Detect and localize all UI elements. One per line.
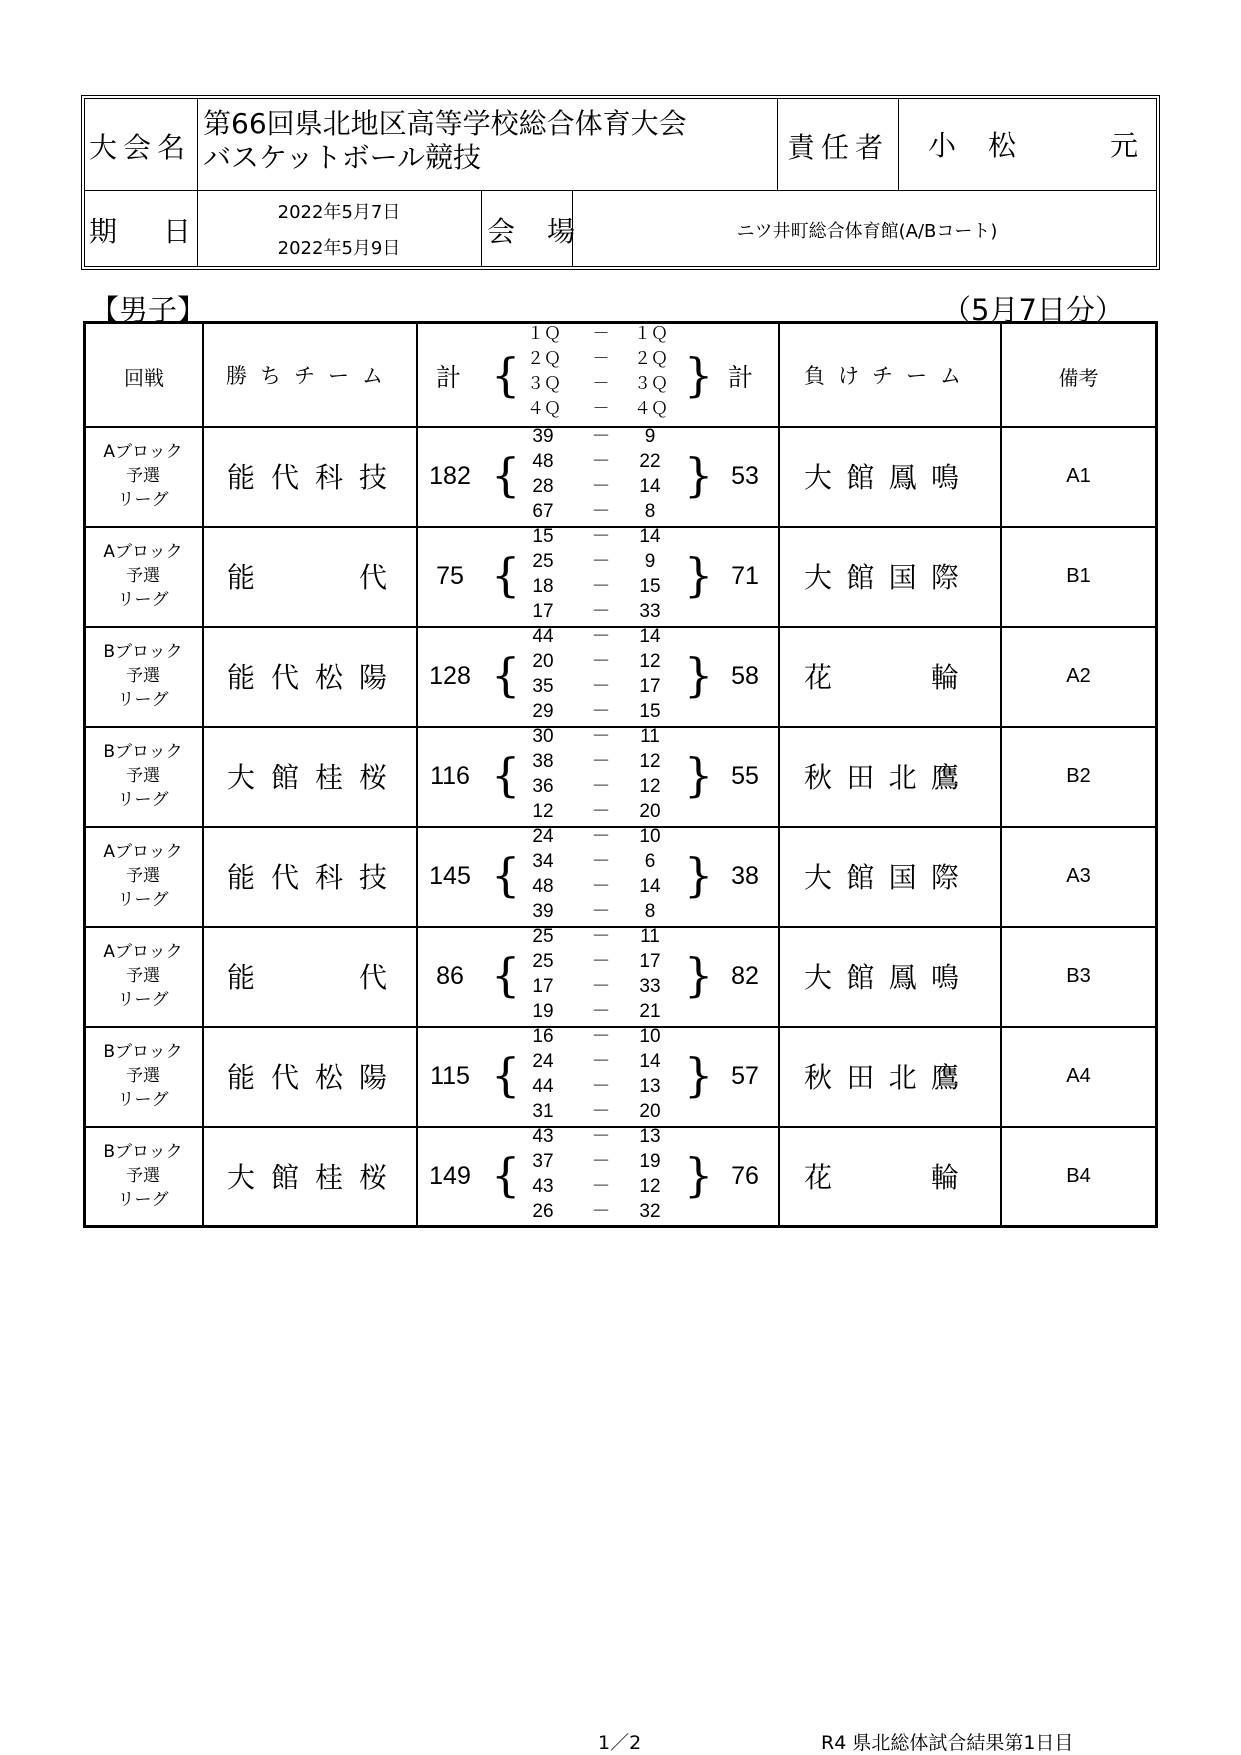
right-brace: } <box>684 648 714 702</box>
team-char: 花 <box>804 661 833 694</box>
winner-quarter-score: 39 <box>532 901 554 922</box>
date-end: 2022年5月9日 <box>277 238 401 259</box>
round-cell <box>86 840 200 912</box>
loser-team <box>804 626 959 726</box>
left-brace: { <box>491 648 521 702</box>
loser-quarter-score: 32 <box>639 1201 661 1222</box>
loser-team <box>804 726 959 826</box>
team-char: 陽 <box>358 661 387 694</box>
loser-quarter-score: 19 <box>639 1151 661 1172</box>
winner-quarter-score: 48 <box>532 876 554 897</box>
winner-quarter-score: 25 <box>532 951 554 972</box>
team-char: 鳴 <box>930 961 959 994</box>
winner-team <box>227 726 387 826</box>
loser-quarter-score: 13 <box>639 1076 661 1097</box>
loser-quarter-score: 15 <box>639 576 661 597</box>
team-char: 北 <box>888 1061 917 1094</box>
loser-team <box>804 526 959 626</box>
dash: － <box>591 675 611 697</box>
winner-quarter-score: 17 <box>532 601 554 622</box>
winner-team <box>227 426 387 526</box>
team-char: 桂 <box>314 1161 343 1194</box>
round-text: Aブロック <box>103 542 183 562</box>
game-row <box>86 1026 1155 1126</box>
team-char: 鷹 <box>930 1061 959 1094</box>
winner-team <box>227 1126 387 1226</box>
winner-total: 116 <box>430 761 470 790</box>
winner-quarter-score: 25 <box>532 551 554 572</box>
loser-quarter-score: 9 <box>644 426 656 447</box>
round-text: Bブロック <box>103 742 183 762</box>
winner-quarter-score: 44 <box>532 626 554 647</box>
header-total-winner: 計 <box>436 363 462 392</box>
loser-quarter-score: 10 <box>639 826 661 847</box>
divider <box>85 190 1156 191</box>
dash: － <box>591 1125 611 1147</box>
team-char: 館 <box>846 561 875 594</box>
dash: － <box>591 1025 611 1047</box>
loser-total: 55 <box>731 761 759 790</box>
loser-quarter-score: 8 <box>644 901 656 922</box>
loser-team <box>804 826 959 926</box>
note-cell: A3 <box>1066 864 1091 887</box>
team-char: 館 <box>846 961 875 994</box>
quarter-label: １Ｑ <box>527 324 561 344</box>
dash: － <box>591 1000 611 1022</box>
team-char: 鷹 <box>930 761 959 794</box>
quarter-label: １Ｑ <box>634 324 668 344</box>
left-brace: { <box>491 748 521 802</box>
team-char: 館 <box>846 861 875 894</box>
round-cell <box>86 540 200 612</box>
winner-team <box>227 626 387 726</box>
winner-quarter-score: 20 <box>532 651 554 672</box>
round-text: Bブロック <box>103 1042 183 1062</box>
winner-quarter-score: 15 <box>532 526 554 547</box>
loser-quarter-score: 13 <box>639 1126 661 1147</box>
round-text: Bブロック <box>103 1142 183 1162</box>
team-char: 桜 <box>358 1161 387 1194</box>
winner-quarter-score: 24 <box>532 826 554 847</box>
note-cell: B2 <box>1066 764 1091 787</box>
left-brace: { <box>491 1048 521 1102</box>
winner-team <box>227 1026 387 1126</box>
right-brace: } <box>684 548 714 602</box>
dash: － <box>591 575 611 597</box>
left-brace: { <box>491 948 521 1002</box>
team-char: 能 <box>227 961 256 994</box>
winner-quarter-score: 18 <box>532 576 554 597</box>
team-char: 田 <box>846 761 875 794</box>
winner-quarter-score: 36 <box>532 776 554 797</box>
winner-quarter-score: 43 <box>532 1176 554 1197</box>
quarter-label: ３Ｑ <box>634 374 668 394</box>
loser-quarter-score: 12 <box>639 751 661 772</box>
team-char: 能 <box>227 1061 256 1094</box>
loser-quarter-score: 20 <box>639 1101 661 1122</box>
manager-name-part3: 元 <box>1110 129 1139 162</box>
loser-quarter-score: 33 <box>639 601 661 622</box>
team-char: 鳴 <box>930 461 959 494</box>
right-brace: } <box>684 348 714 402</box>
loser-quarter-score: 15 <box>639 701 661 722</box>
team-char: 秋 <box>804 1061 833 1094</box>
quarter-label: ４Ｑ <box>634 399 668 419</box>
team-char: 科 <box>314 861 343 894</box>
dash: － <box>591 475 611 497</box>
team-char: 輪 <box>930 661 959 694</box>
dash: － <box>591 450 611 472</box>
winner-quarter-score: 29 <box>532 701 554 722</box>
winner-quarter-score: 24 <box>532 1051 554 1072</box>
round-text: Aブロック <box>103 842 183 862</box>
loser-quarter-score: 14 <box>639 526 661 547</box>
team-char: 大 <box>804 461 833 494</box>
winner-quarter-score: 12 <box>532 801 554 822</box>
round-cell <box>86 440 200 512</box>
loser-quarter-score: 12 <box>639 1176 661 1197</box>
dash: － <box>591 625 611 647</box>
team-char: 能 <box>227 561 256 594</box>
results-table <box>83 321 1158 1228</box>
round-text: 予選 <box>126 566 160 586</box>
divider <box>481 190 482 266</box>
winner-quarter-score: 28 <box>532 476 554 497</box>
note-cell: A1 <box>1066 464 1091 487</box>
header-winner: 勝ちチーム <box>226 364 396 388</box>
round-text: リーグ <box>117 1090 169 1110</box>
dash: － <box>591 800 611 822</box>
date-start: 2022年5月7日 <box>277 202 401 223</box>
team-char: 桂 <box>314 761 343 794</box>
round-cell <box>86 640 200 712</box>
team-char: 技 <box>358 461 387 494</box>
loser-quarter-score: 21 <box>639 1001 661 1022</box>
team-char: 代 <box>270 661 299 694</box>
loser-total: 38 <box>731 861 759 890</box>
loser-total: 76 <box>731 1161 759 1190</box>
header-quarters-loser <box>626 322 676 422</box>
dash: － <box>591 425 611 447</box>
round-text: 予選 <box>126 966 160 986</box>
dash: － <box>591 925 611 947</box>
quarter-label: ４Ｑ <box>527 399 561 419</box>
dash: － <box>591 825 611 847</box>
round-text: リーグ <box>117 690 169 710</box>
team-char: 際 <box>930 861 959 894</box>
loser-total: 71 <box>731 561 759 590</box>
team-char: 能 <box>227 461 256 494</box>
dash: － <box>591 500 611 522</box>
winner-quarter-score: 44 <box>532 1076 554 1097</box>
team-char: 陽 <box>358 1061 387 1094</box>
team-char: 田 <box>846 1061 875 1094</box>
round-text: リーグ <box>117 890 169 910</box>
divider <box>898 99 899 190</box>
team-char: 松 <box>314 661 343 694</box>
section-label: 【男子】 <box>90 293 207 327</box>
winner-total: 75 <box>436 561 464 590</box>
loser-quarter-score: 9 <box>644 551 656 572</box>
dash: － <box>591 850 611 872</box>
loser-quarter-score: 14 <box>639 1051 661 1072</box>
team-char: 科 <box>314 461 343 494</box>
winner-quarter-score: 31 <box>532 1101 554 1122</box>
round-text: リーグ <box>117 790 169 810</box>
winner-quarter-score: 30 <box>532 726 554 747</box>
loser-total: 57 <box>731 1061 759 1090</box>
winner-quarter-score: 43 <box>532 1126 554 1147</box>
winner-quarter-score: 38 <box>532 751 554 772</box>
team-char: 館 <box>846 461 875 494</box>
round-text: 予選 <box>126 466 160 486</box>
round-text: Bブロック <box>103 642 183 662</box>
loser-quarter-score: 12 <box>639 651 661 672</box>
right-brace: } <box>684 748 714 802</box>
dash: － <box>591 600 611 622</box>
dash: － <box>591 1075 611 1097</box>
quarter-label: ２Ｑ <box>634 349 668 369</box>
winner-quarter-score: 67 <box>532 501 554 522</box>
team-char: 国 <box>888 561 917 594</box>
dash: － <box>591 525 611 547</box>
round-text: リーグ <box>117 490 169 510</box>
tournament-name-line2: バスケットボール競技 <box>203 141 482 174</box>
team-char: 大 <box>227 1161 256 1194</box>
winner-quarter-score: 26 <box>532 1201 554 1222</box>
loser-quarter-score: 11 <box>640 726 660 747</box>
round-cell <box>86 740 200 812</box>
header-total-loser: 計 <box>728 363 754 392</box>
dash: － <box>591 950 611 972</box>
dash: － <box>591 1050 611 1072</box>
right-brace: } <box>684 448 714 502</box>
loser-quarter-score: 14 <box>639 476 661 497</box>
right-brace: } <box>684 948 714 1002</box>
round-text: Aブロック <box>103 442 183 462</box>
team-char: 大 <box>804 961 833 994</box>
round-text: 予選 <box>126 1066 160 1086</box>
winner-team <box>227 926 387 1026</box>
document-title: R4 県北総体試合結果第1日目 <box>821 1732 1074 1754</box>
dash: － <box>591 1150 611 1172</box>
loser-quarter-score: 17 <box>639 676 661 697</box>
team-char: 代 <box>270 1061 299 1094</box>
loser-quarter-score: 33 <box>639 976 661 997</box>
loser-quarter-score: 6 <box>644 851 656 872</box>
winner-quarter-score: 48 <box>532 451 554 472</box>
loser-total: 82 <box>731 961 759 990</box>
round-text: リーグ <box>117 990 169 1010</box>
round-text: 予選 <box>126 666 160 686</box>
tournament-label: 大会名 <box>89 131 192 164</box>
team-char: 能 <box>227 661 256 694</box>
loser-team <box>804 926 959 1026</box>
round-text: 予選 <box>126 766 160 786</box>
manager-label: 責任者 <box>787 131 890 164</box>
winner-quarter-score: 39 <box>532 426 554 447</box>
loser-team <box>804 1126 959 1226</box>
game-row <box>86 1126 1155 1226</box>
game-row <box>86 826 1155 926</box>
winner-total: 145 <box>429 861 471 890</box>
note-cell: A4 <box>1066 1064 1091 1087</box>
team-char: 花 <box>804 1161 833 1194</box>
team-char: 代 <box>270 461 299 494</box>
winner-total: 182 <box>429 461 471 490</box>
manager-name-part2: 松 <box>988 129 1017 162</box>
loser-total: 58 <box>731 661 759 690</box>
left-brace: { <box>491 348 521 402</box>
note-cell: A2 <box>1066 664 1091 687</box>
loser-quarter-score: 10 <box>639 1026 661 1047</box>
date-label-2: 日 <box>163 215 198 248</box>
winner-quarter-score: 25 <box>532 926 554 947</box>
tournament-info-box <box>81 95 1160 270</box>
dash: － <box>592 399 610 419</box>
game-row <box>86 526 1155 626</box>
round-text: リーグ <box>117 1190 169 1210</box>
winner-quarter-score: 37 <box>532 1151 554 1172</box>
team-char: 秋 <box>804 761 833 794</box>
note-cell: B3 <box>1066 964 1091 987</box>
team-char: 代 <box>358 561 387 594</box>
team-char: 鳳 <box>888 961 917 994</box>
loser-quarter-score: 12 <box>639 776 661 797</box>
winner-team <box>227 826 387 926</box>
loser-team <box>804 426 959 526</box>
winner-quarter-score: 35 <box>532 676 554 697</box>
right-brace: } <box>684 1148 714 1202</box>
team-char: 代 <box>358 961 387 994</box>
dash: － <box>592 324 610 344</box>
team-char: 館 <box>270 1161 299 1194</box>
header-loser: 負けチーム <box>804 364 974 388</box>
loser-quarter-score: 11 <box>640 926 660 947</box>
note-cell: B4 <box>1066 1164 1091 1187</box>
team-char: 技 <box>358 861 387 894</box>
venue-name: ニツ井町総合体育館(A/Bコート) <box>736 221 998 242</box>
note-cell: B1 <box>1066 564 1091 587</box>
team-char: 鳳 <box>888 461 917 494</box>
game-row <box>86 626 1155 726</box>
round-text: 予選 <box>126 866 160 886</box>
divider <box>777 99 778 190</box>
loser-total: 53 <box>731 461 759 490</box>
tournament-name-line1: 第66回県北地区高等学校総合体育大会 <box>203 107 687 140</box>
date-label-1: 期 <box>89 215 124 248</box>
winner-total: 128 <box>429 661 471 690</box>
game-row <box>86 926 1155 1026</box>
right-brace: } <box>684 848 714 902</box>
round-cell <box>86 940 200 1012</box>
header-note: 備考 <box>1058 366 1099 390</box>
winner-total: 149 <box>429 1161 471 1190</box>
loser-quarter-score: 20 <box>639 801 661 822</box>
round-text: リーグ <box>117 590 169 610</box>
left-brace: { <box>491 548 521 602</box>
team-char: 国 <box>888 861 917 894</box>
winner-total: 86 <box>436 961 464 990</box>
winner-quarter-score: 19 <box>532 1001 554 1022</box>
team-char: 能 <box>227 861 256 894</box>
header-round: 回戦 <box>124 366 164 390</box>
right-brace: } <box>684 1048 714 1102</box>
loser-quarter-score: 14 <box>639 626 661 647</box>
team-char: 代 <box>270 861 299 894</box>
dash: － <box>591 975 611 997</box>
page-number: 1／2 <box>598 1732 642 1754</box>
left-brace: { <box>491 848 521 902</box>
dash: － <box>591 700 611 722</box>
dash: － <box>592 349 610 369</box>
winner-team <box>227 526 387 626</box>
team-char: 大 <box>227 761 256 794</box>
round-text: Aブロック <box>103 942 183 962</box>
header-dashes <box>581 322 621 422</box>
winner-quarter-score: 34 <box>532 851 554 872</box>
dash: － <box>591 750 611 772</box>
dash: － <box>591 1200 611 1222</box>
loser-quarter-score: 22 <box>639 451 661 472</box>
loser-quarter-score: 17 <box>639 951 661 972</box>
team-char: 大 <box>804 861 833 894</box>
dash: － <box>591 900 611 922</box>
venue-label: 会 場 <box>487 215 578 248</box>
quarter-label: ２Ｑ <box>527 349 561 369</box>
winner-quarter-score: 17 <box>532 976 554 997</box>
dash: － <box>591 725 611 747</box>
manager-name-part1: 小 <box>928 129 957 162</box>
loser-team <box>804 1026 959 1126</box>
round-cell <box>86 1040 200 1112</box>
dash: － <box>592 374 610 394</box>
round-text: 予選 <box>126 1166 160 1186</box>
dash: － <box>591 875 611 897</box>
team-char: 北 <box>888 761 917 794</box>
game-row <box>86 426 1155 526</box>
team-char: 松 <box>314 1061 343 1094</box>
section-date-note: （5月7日分） <box>942 293 1124 327</box>
dash: － <box>591 1175 611 1197</box>
team-char: 桜 <box>358 761 387 794</box>
header-quarters-winner <box>519 322 569 422</box>
dash: － <box>591 650 611 672</box>
left-brace: { <box>491 448 521 502</box>
dash: － <box>591 1100 611 1122</box>
loser-quarter-score: 14 <box>639 876 661 897</box>
winner-quarter-score: 16 <box>532 1026 554 1047</box>
team-char: 際 <box>930 561 959 594</box>
team-char: 館 <box>270 761 299 794</box>
dash: － <box>591 550 611 572</box>
team-char: 大 <box>804 561 833 594</box>
quarter-label: ３Ｑ <box>527 374 561 394</box>
team-char: 輪 <box>930 1161 959 1194</box>
winner-total: 115 <box>430 1061 470 1090</box>
left-brace: { <box>491 1148 521 1202</box>
round-cell <box>86 1140 200 1212</box>
game-row <box>86 726 1155 826</box>
dash: － <box>591 775 611 797</box>
loser-quarter-score: 8 <box>644 501 656 522</box>
